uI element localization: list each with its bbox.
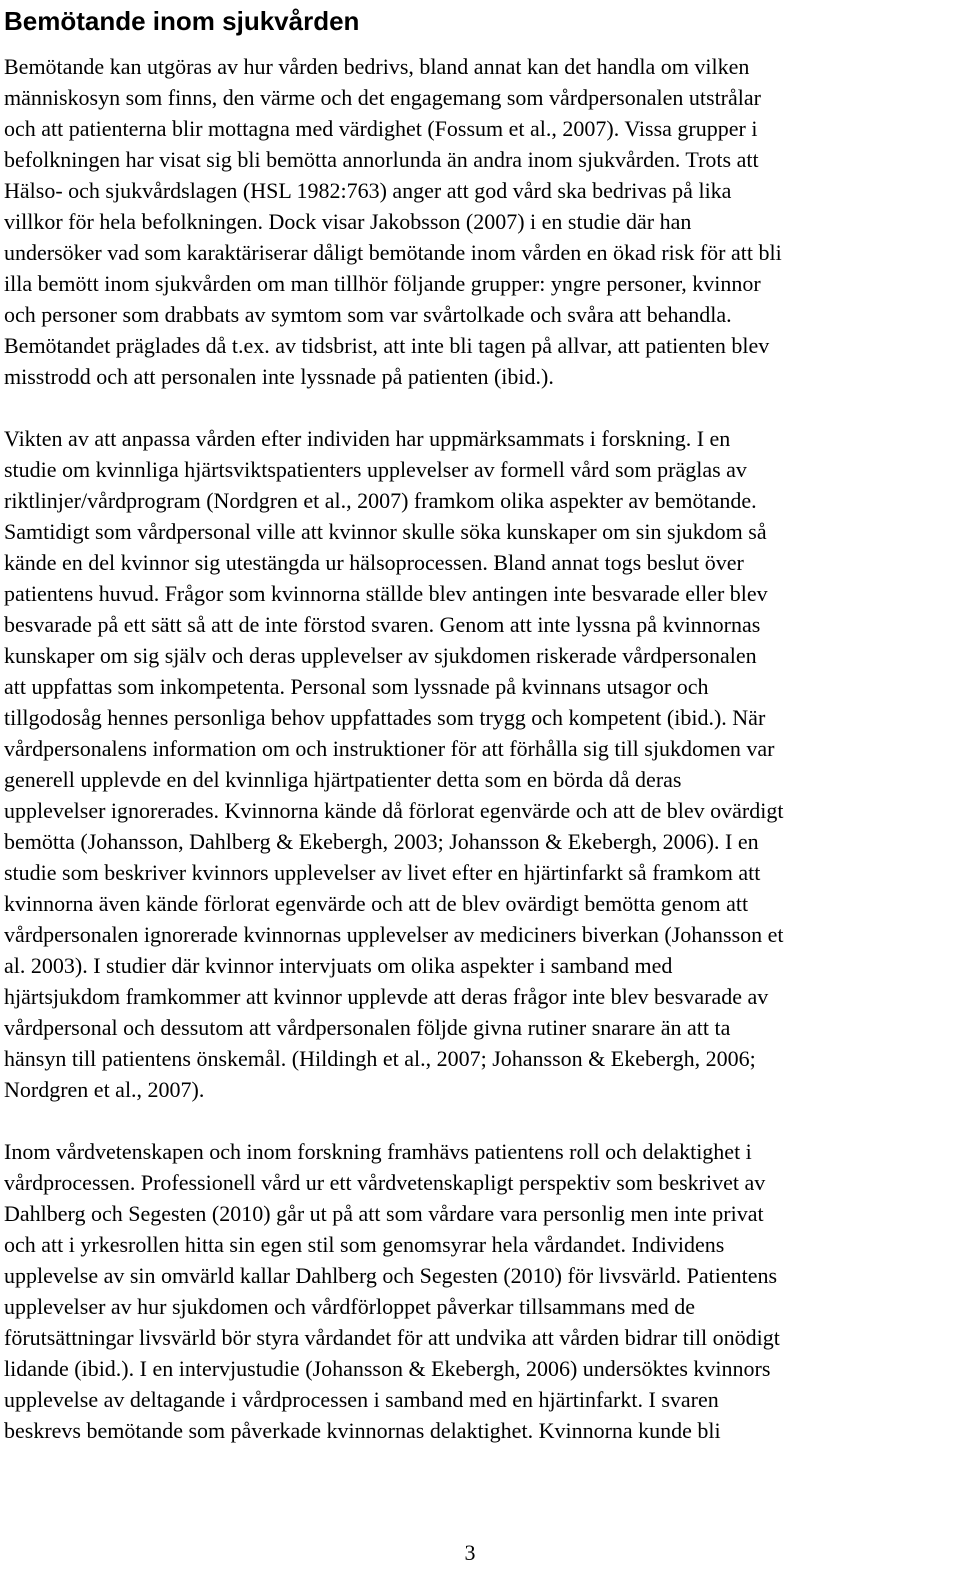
text-line: förutsättningar livsvärld bör styra vårdandet för att undvika att vården bidrar till onödigt [4, 1325, 780, 1350]
text-line: Inom vårdvetenskapen och inom forskning framhävs patientens roll och delaktighet i [4, 1139, 752, 1164]
text-line: befolkningen har visat sig bli bemötta annorlunda än andra inom sjukvården. Trots att [4, 147, 759, 172]
text-line: kände en del kvinnor sig utestängda ur hälsoprocessen. Bland annat togs beslut över [4, 550, 744, 575]
text-line: generell upplevde en del kvinnliga hjärtpatienter detta som en börda då deras [4, 767, 682, 792]
text-line: villkor för hela befolkningen. Dock visar Jakobsson (2007) i en studie där han [4, 209, 692, 234]
text-line: misstrodd och att personalen inte lyssnade på patienten (ibid.). [4, 364, 554, 389]
text-line: beskrevs bemötande som påverkade kvinnornas delaktighet. Kvinnorna kunde bli [4, 1418, 721, 1443]
text-line: Vikten av att anpassa vården efter individen har uppmärksammats i forskning. I en [4, 426, 731, 451]
text-line: studie som beskriver kvinnors upplevelser av livet efter en hjärtinfarkt så framkom att [4, 860, 761, 885]
text-line: upplevelse av deltagande i vårdprocessen i samband med en hjärtinfarkt. I svaren [4, 1387, 719, 1412]
text-line: hänsyn till patientens önskemål. (Hildingh et al., 2007; Johansson & Ekebergh, 2006; [4, 1046, 756, 1071]
text-line: vårdpersonal och dessutom att vårdpersonalen följde givna rutiner snarare än att ta [4, 1015, 731, 1040]
text-line: hjärtsjukdom framkommer att kvinnor upplevde att deras frågor inte blev besvarade av [4, 984, 769, 1009]
text-line: lidande (ibid.). I en intervjustudie (Johansson & Ekebergh, 2006) undersöktes kvinnors [4, 1356, 771, 1381]
text-line: patientens huvud. Frågor som kvinnorna ställde blev antingen inte besvarade eller blev [4, 581, 768, 606]
text-line: människosyn som finns, den värme och det engagemang som vårdpersonalen utstrålar [4, 85, 761, 110]
text-line: vårdpersonalens information om och instruktioner för att förhålla sig till sjukdomen var [4, 736, 775, 761]
text-line: tillgodosåg hennes personliga behov uppfattades som trygg och kompetent (ibid.). När [4, 705, 766, 730]
document-page [4, 0, 956, 1446]
text-line: Bemötande kan utgöras av hur vården bedrivs, bland annat kan det handla om vilken [4, 54, 750, 79]
paragraph-3 [4, 1136, 956, 1446]
text-line: kvinnorna även kände förlorat egenvärde och att de blev ovärdigt bemötta genom att [4, 891, 749, 916]
text-line: Nordgren et al., 2007). [4, 1077, 205, 1102]
text-line: vårdpersonalen ignorerade kvinnornas upplevelser av mediciners biverkan (Johansson et [4, 922, 784, 947]
text-line: besvarade på ett sätt så att de inte förstod svaren. Genom att inte lyssna på kvinnornas [4, 612, 761, 637]
text-line: Hälso- och sjukvårdslagen (HSL 1982:763) anger att god vård ska bedrivas på lika [4, 178, 732, 203]
text-line: och att i yrkesrollen hitta sin egen stil som genomsyrar hela vårdandet. Individens [4, 1232, 725, 1257]
text-line: och personer som drabbats av symtom som var svårtolkade och svåra att behandla. [4, 302, 732, 327]
text-line: Dahlberg och Segesten (2010) går ut på att som vårdare vara personlig men inte privat [4, 1201, 764, 1226]
text-line: vårdprocessen. Professionell vård ur ett vårdvetenskapligt perspektiv som beskrivet av [4, 1170, 766, 1195]
text-line: upplevelse av sin omvärld kallar Dahlberg och Segesten (2010) för livsvärld. Patientens [4, 1263, 778, 1288]
text-line: upplevelser ignorerades. Kvinnorna kände då förlorat egenvärde och att de blev ovärdigt [4, 798, 784, 823]
text-line: al. 2003). I studier där kvinnor intervjuats om olika aspekter i samband med [4, 953, 673, 978]
paragraph-2 [4, 423, 956, 1105]
text-line: att uppfattas som inkompetenta. Personal som lyssnade på kvinnans utsagor och [4, 674, 709, 699]
paragraph-1 [4, 51, 956, 392]
page-number: 3 [464, 1540, 476, 1565]
text-line: riktlinjer/vårdprogram (Nordgren et al., 2007) framkom olika aspekter av bemötande. [4, 488, 757, 513]
text-line: bemötta (Johansson, Dahlberg & Ekebergh, 2003; Johansson & Ekebergh, 2006). I en [4, 829, 759, 854]
text-line: undersöker vad som karaktäriserar dåligt bemötande inom vården en ökad risk för att bli [4, 240, 782, 265]
section-heading: Bemötande inom sjukvården [4, 6, 360, 36]
text-line: illa bemött inom sjukvården om man tillhör följande grupper: yngre personer, kvinnor [4, 271, 761, 296]
text-line: Bemötandet präglades då t.ex. av tidsbrist, att inte bli tagen på allvar, att patienten blev [4, 333, 770, 358]
text-line: och att patienterna blir mottagna med värdighet (Fossum et al., 2007). Vissa grupper i [4, 116, 758, 141]
text-line: studie om kvinnliga hjärtsviktspatienters upplevelser av formell vård som präglas av [4, 457, 747, 482]
text-line: Samtidigt som vårdpersonal ville att kvinnor skulle söka kunskaper om sin sjukdom så [4, 519, 767, 544]
text-line: upplevelser av hur sjukdomen och vårdförloppet påverkar tillsammans med de [4, 1294, 695, 1319]
text-line: kunskaper om sig själv och deras upplevelser av sjukdomen riskerade vårdpersonalen [4, 643, 757, 668]
